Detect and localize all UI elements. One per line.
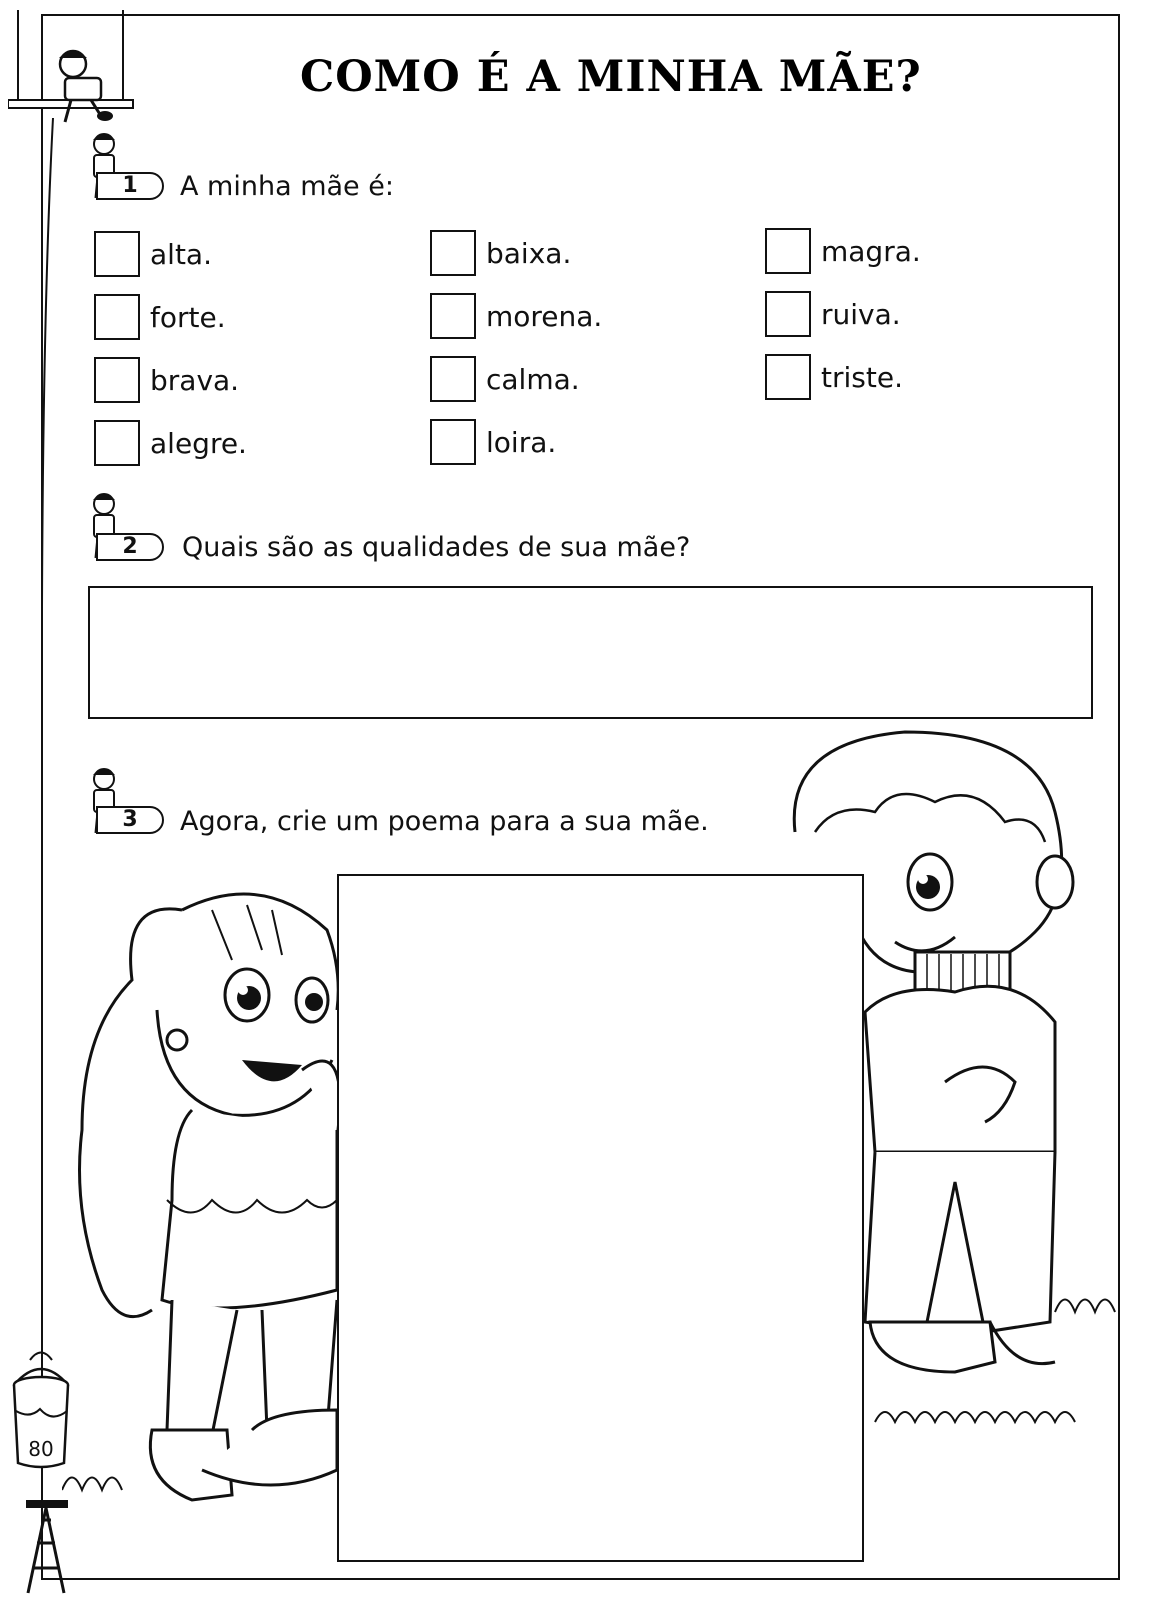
- option-label: triste.: [821, 360, 903, 394]
- checkbox[interactable]: [765, 354, 811, 400]
- option-calma[interactable]: [430, 356, 580, 402]
- option-label: loira.: [486, 425, 557, 459]
- checkbox[interactable]: [94, 231, 140, 277]
- option-magra[interactable]: [765, 228, 921, 274]
- option-label: morena.: [486, 299, 603, 333]
- checkbox[interactable]: [430, 230, 476, 276]
- checkbox[interactable]: [430, 356, 476, 402]
- option-brava[interactable]: [94, 357, 239, 403]
- option-alegre[interactable]: [94, 420, 247, 466]
- option-loira[interactable]: [430, 419, 556, 465]
- option-label: alta.: [150, 237, 212, 271]
- question-1-prompt: A minha mãe é:: [180, 171, 394, 202]
- qualities-answer-box[interactable]: [88, 586, 1093, 719]
- question-2-prompt: Quais são as qualidades de sua mãe?: [182, 532, 691, 563]
- option-label: forte.: [150, 300, 226, 334]
- checkbox[interactable]: [94, 294, 140, 340]
- checkbox[interactable]: [94, 420, 140, 466]
- option-label: calma.: [486, 362, 580, 396]
- question-2-badge: 2: [96, 533, 164, 561]
- checkbox[interactable]: [765, 291, 811, 337]
- checkbox[interactable]: [430, 293, 476, 339]
- option-forte[interactable]: [94, 294, 226, 340]
- page-number: 80: [28, 1437, 54, 1461]
- worker-on-swing-icon: [45, 44, 125, 124]
- option-label: brava.: [150, 363, 240, 397]
- option-label: magra.: [821, 234, 921, 268]
- question-3-prompt: Agora, crie um poema para a sua mãe.: [180, 806, 709, 837]
- option-label: ruiva.: [821, 297, 901, 331]
- checkbox[interactable]: [94, 357, 140, 403]
- option-label: baixa.: [486, 236, 572, 270]
- page-title: COMO É A MINHA MÃE?: [300, 52, 922, 102]
- poem-writing-box[interactable]: [337, 874, 864, 1562]
- option-label: alegre.: [150, 426, 247, 460]
- checkbox[interactable]: [430, 419, 476, 465]
- question-3-badge: 3: [96, 806, 164, 834]
- option-ruiva[interactable]: [765, 291, 901, 337]
- option-triste[interactable]: [765, 354, 903, 400]
- option-baixa[interactable]: [430, 230, 571, 276]
- option-alta[interactable]: [94, 231, 212, 277]
- checkbox[interactable]: [765, 228, 811, 274]
- option-morena[interactable]: [430, 293, 602, 339]
- question-1-badge: 1: [96, 172, 164, 200]
- girl-illustration: [62, 870, 352, 1570]
